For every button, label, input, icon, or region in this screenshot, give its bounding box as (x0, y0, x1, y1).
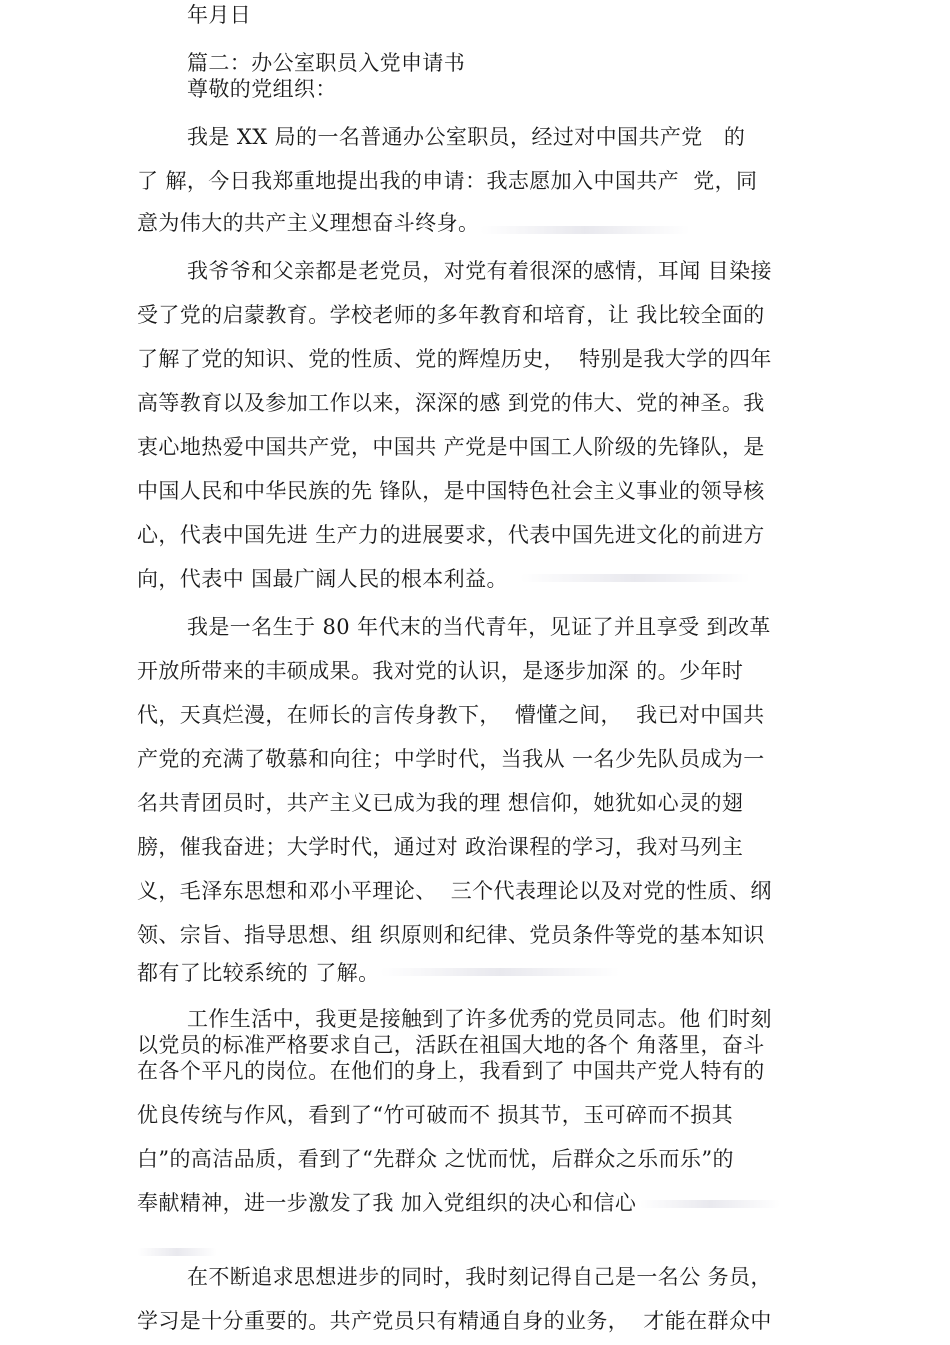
body-line: 我是 XX 局的一名普通办公室职员，经过对中国共产党 的 (187, 125, 746, 149)
body-line: 衷心地热爱中国共产党，中国共 产党是中国工人阶级的先锋队，是 (137, 435, 765, 459)
date-line: 年月日 (187, 3, 252, 27)
body-line: 向，代表中 国最广阔人民的根本利益。 (137, 567, 508, 591)
body-line: 开放所带来的丰硕成果。我对党的认识，是逐步加深 的。少年时 (137, 659, 744, 683)
body-line: 产党的充满了敬慕和向往；中学时代，当我从 一名少先队员成为一 (137, 747, 765, 771)
body-line: 了 解，今日我郑重地提出我的申请：我志愿加入中国共产 党，同 (137, 169, 758, 193)
faint-watermark-strip (520, 574, 750, 582)
body-line: 膀，催我奋进；大学时代，通过对 政治课程的学习，我对马列主 (137, 835, 744, 859)
document-heading: 篇二：办公室职员入党申请书 (187, 51, 466, 75)
body-line: 在不断追求思想进步的同时，我时刻记得自己是一名公 务员， (187, 1265, 772, 1289)
body-line: 优良传统与作风，看到了“竹可破而不 损其节，玉可碎而不损其 (137, 1103, 734, 1127)
body-line: 中国人民和中华民族的先 锋队，是中国特色社会主义事业的领导核 (137, 479, 765, 503)
body-line: 以党员的标准严格要求自己，活跃在祖国大地的各个 角落里，奋斗 (137, 1033, 765, 1057)
body-line: 了解了党的知识、党的性质、党的辉煌历史， 特别是我大学的四年 (137, 347, 772, 371)
body-line: 意为伟大的共产主义理想奋斗终身。 (137, 211, 480, 235)
body-line: 都有了比较系统的 了解。 (137, 961, 380, 985)
faint-watermark-strip (480, 226, 690, 234)
body-line: 我是一名生于 80 年代末的当代青年，见证了并且享受 到改革 (187, 615, 771, 639)
body-line: 学习是十分重要的。共产党员只有精通自身的业务， 才能在群众中 (137, 1309, 772, 1333)
body-line: 我爷爷和父亲都是老党员，对党有着很深的感情，耳闻 目染接 (187, 259, 772, 283)
body-line: 代，天真烂漫，在师长的言传身教下， 懵懂之间， 我已对中国共 (137, 703, 765, 727)
faint-watermark-strip (137, 1248, 217, 1256)
body-line: 在各个平凡的岗位。在他们的身上，我看到了 中国共产党人特有的 (137, 1059, 765, 1083)
salutation: 尊敬的党组织： (187, 77, 337, 101)
body-line: 领、宗旨、指导思想、组 织原则和纪律、党员条件等党的基本知识 (137, 923, 765, 947)
body-line: 高等教育以及参加工作以来，深深的感 到党的伟大、党的神圣。我 (137, 391, 765, 415)
body-line: 白”的高洁品质，看到了“先群众 之忧而忧，后群众之乐而乐”的 (137, 1147, 734, 1171)
faint-watermark-strip (640, 1200, 780, 1208)
body-line: 工作生活中，我更是接触到了许多优秀的党员同志。他 们时刻 (187, 1007, 772, 1031)
faint-watermark-strip (380, 968, 620, 976)
body-line: 受了党的启蒙教育。学校老师的多年教育和培育，让 我比较全面的 (137, 303, 765, 327)
body-line: 心，代表中国先进 生产力的进展要求，代表中国先进文化的前进方 (137, 523, 765, 547)
body-line: 奉献精神，进一步激发了我 加入党组织的决心和信心 (137, 1191, 637, 1215)
body-line: 义，毛泽东思想和邓小平理论、 三个代表理论以及对党的性质、纲 (137, 879, 772, 903)
body-line: 名共青团员时，共产主义已成为我的理 想信仰，她犹如心灵的翅 (137, 791, 744, 815)
